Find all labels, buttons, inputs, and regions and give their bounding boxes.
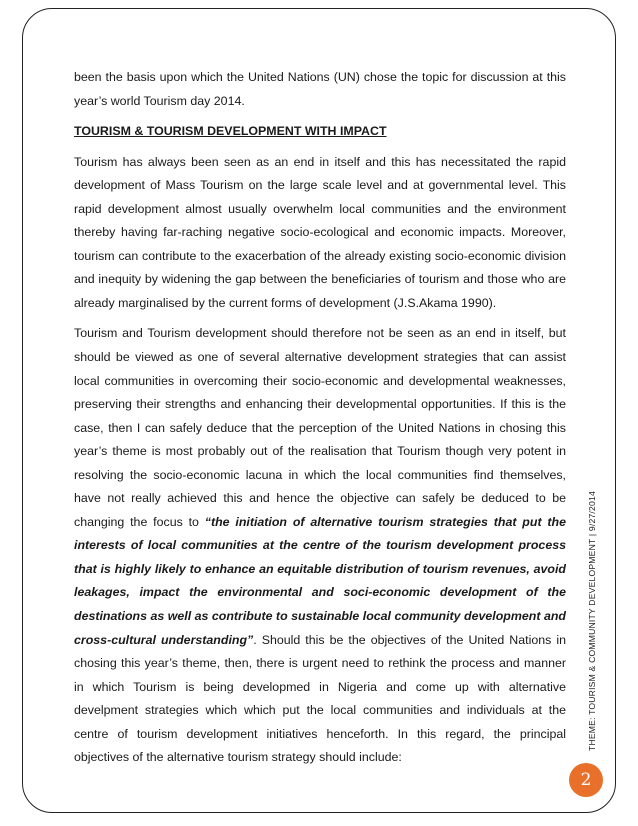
document-body <box>74 66 566 777</box>
side-theme-label: THEME: TOURISM & COMMUNITY DEVELOPMENT | 9/27/2014 <box>587 491 597 751</box>
emphasized-quote: “the initiation of alternative tourism strategies that put the interests of local communities at the centre of the tourism development process that is highly likely to enhance an equitable distribution of tourism revenues, avoid leakages, impact the environmental and soci-economic development of the destinations as well as contribute to sustainable local community development and cross-cultural understanding” <box>74 514 566 647</box>
page-number-badge: 2 <box>569 763 603 797</box>
paragraph-intro: been the basis upon which the United Nations (UN) chose the topic for discussion at this year’s world Tourism day 2014. <box>74 70 566 108</box>
paragraph-tourism-development: Tourism has always been seen as an end in itself and this has necessitated the rapid development of Mass Tourism on the large scale level and at governmental level. This rapid development almost usually overwhelm local communities and the environment thereby having far-raching negative socio-ecological and economic impacts. Moreover, tourism can contribute to the exacerbation of the already existing socio-economic division and inequity by widening the gap between the beneficiaries of tourism and those who are already marginalised by the current forms of development (J.S.Akama 1990). <box>74 154 566 310</box>
paragraph-text-end: . Should this be the objectives of the United Nations in chosing this year’s theme, then, there is urgent need to rethink the process and manner in which Tourism is being developmed in Nigeria and come up with alternative develpment strategies which which put the local communities and individuals at the centre of tourism development initiatives henceforth. In this regard, the principal objectives of the alternative tourism strategy should include: <box>74 632 566 765</box>
paragraph-text-start: Tourism and Tourism development should therefore not be seen as an end in itself, but should be viewed as one of several alternative development strategies that can assist local communities in overcoming their socio-economic and developmental weaknesses, preserving their strengths and enhancing their developmental opportunities. If this is the case, then I can safely deduce that the perception of the United Nations in chosing this year’s theme is most probably out of the realisation that Tourism though very potent in resolving the socio-economic lacuna in which the local communities find themselves, have not really achieved this and hence the objective can safely be deduced to be changing the focus to <box>74 326 566 529</box>
section-heading: TOURISM & TOURISM DEVELOPMENT WITH IMPACT <box>74 124 387 139</box>
paragraph-alternative-strategies <box>74 322 566 769</box>
